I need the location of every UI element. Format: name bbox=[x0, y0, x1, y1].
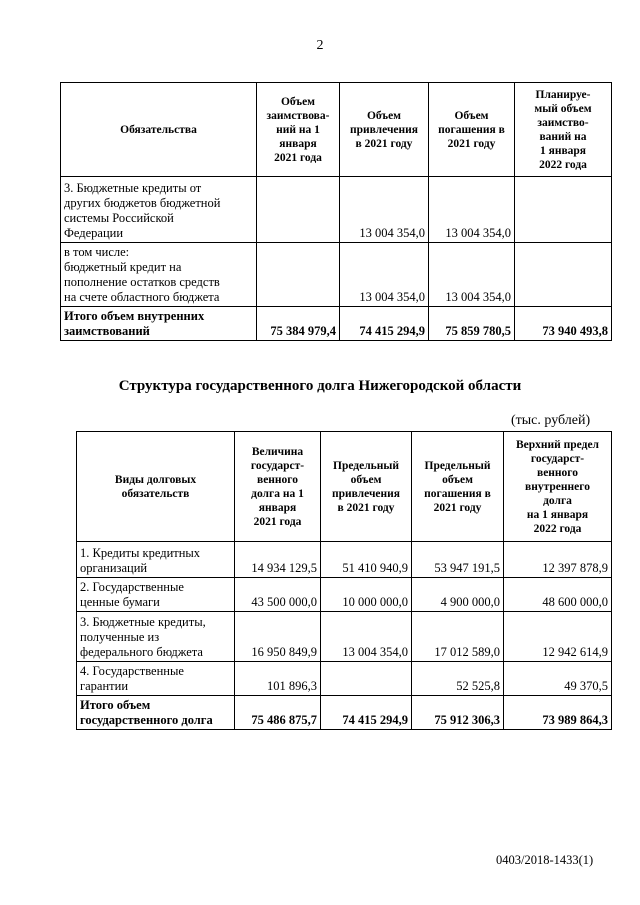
column-header: Обязательства bbox=[61, 83, 257, 177]
table-cell: 75 384 979,4 bbox=[257, 307, 340, 341]
table-cell: 52 525,8 bbox=[412, 662, 504, 696]
row-label: 3. Бюджетные кредиты от других бюджетов бюджетной системы Российской Федерации bbox=[61, 177, 257, 243]
table-cell bbox=[515, 243, 612, 307]
table-cell: 75 486 875,7 bbox=[235, 696, 321, 730]
table-row bbox=[61, 243, 612, 307]
table-row bbox=[77, 578, 612, 612]
table-cell: 74 415 294,9 bbox=[321, 696, 412, 730]
row-label: 1. Кредиты кредитных организаций bbox=[77, 542, 235, 578]
column-header: Объем привлечения в 2021 году bbox=[340, 83, 429, 177]
column-header: Предельный объем привлечения в 2021 году bbox=[321, 432, 412, 542]
table-total-row bbox=[61, 307, 612, 341]
table-cell bbox=[257, 177, 340, 243]
table-cell: 49 370,5 bbox=[504, 662, 612, 696]
page-number: 2 bbox=[316, 38, 324, 53]
column-header: Виды долговых обязательств bbox=[77, 432, 235, 542]
table-cell: 16 950 849,9 bbox=[235, 612, 321, 662]
table-cell: 73 940 493,8 bbox=[515, 307, 612, 341]
table-cell: 13 004 354,0 bbox=[340, 243, 429, 307]
column-header: Величина государст- венного долга на 1 января 2021 года bbox=[235, 432, 321, 542]
table-cell: 13 004 354,0 bbox=[340, 177, 429, 243]
table-cell: 43 500 000,0 bbox=[235, 578, 321, 612]
table-cell: 101 896,3 bbox=[235, 662, 321, 696]
row-label: 4. Государственные гарантии bbox=[77, 662, 235, 696]
row-label: 3. Бюджетные кредиты, полученные из федерального бюджета bbox=[77, 612, 235, 662]
table-cell: 12 942 614,9 bbox=[504, 612, 612, 662]
table-cell bbox=[257, 243, 340, 307]
table-cell: 51 410 940,9 bbox=[321, 542, 412, 578]
borrowings-table bbox=[60, 82, 612, 341]
column-header: Планируе- мый объем заимство- ваний на 1 января 2022 года bbox=[515, 83, 612, 177]
table-cell: 14 934 129,5 bbox=[235, 542, 321, 578]
units-label: (тыс. рублей) bbox=[511, 413, 591, 428]
table-cell: 53 947 191,5 bbox=[412, 542, 504, 578]
document-code: 0403/2018-1433(1) bbox=[496, 853, 594, 867]
table-cell: 13 004 354,0 bbox=[429, 177, 515, 243]
table-cell: 4 900 000,0 bbox=[412, 578, 504, 612]
table-cell: 74 415 294,9 bbox=[340, 307, 429, 341]
row-label: 2. Государственные ценные бумаги bbox=[77, 578, 235, 612]
table-cell: 17 012 589,0 bbox=[412, 612, 504, 662]
row-label: Итого объем государственного долга bbox=[77, 696, 235, 730]
table-header-row bbox=[61, 83, 612, 177]
table-total-row bbox=[77, 696, 612, 730]
table-cell: 75 912 306,3 bbox=[412, 696, 504, 730]
table-row bbox=[77, 542, 612, 578]
table-cell: 73 989 864,3 bbox=[504, 696, 612, 730]
table-cell bbox=[515, 177, 612, 243]
table-header-row bbox=[77, 432, 612, 542]
table-cell: 13 004 354,0 bbox=[429, 243, 515, 307]
table-row bbox=[77, 662, 612, 696]
table-cell: 10 000 000,0 bbox=[321, 578, 412, 612]
column-header: Предельный объем погашения в 2021 году bbox=[412, 432, 504, 542]
table-cell: 75 859 780,5 bbox=[429, 307, 515, 341]
table-cell: 12 397 878,9 bbox=[504, 542, 612, 578]
table-row bbox=[61, 177, 612, 243]
table-cell: 48 600 000,0 bbox=[504, 578, 612, 612]
debt-structure-table bbox=[76, 431, 612, 730]
row-label: в том числе: бюджетный кредит на пополнение остатков средств на счете областного бюджета bbox=[61, 243, 257, 307]
column-header: Объем заимствова- ний на 1 января 2021 года bbox=[257, 83, 340, 177]
row-label: Итого объем внутренних заимствований bbox=[61, 307, 257, 341]
column-header: Объем погашения в 2021 году bbox=[429, 83, 515, 177]
table-cell: 13 004 354,0 bbox=[321, 612, 412, 662]
table-row bbox=[77, 612, 612, 662]
column-header: Верхний предел государст- венного внутреннего долга на 1 января 2022 года bbox=[504, 432, 612, 542]
section-title: Структура государственного долга Нижегородской области bbox=[118, 378, 522, 394]
table-cell bbox=[321, 662, 412, 696]
